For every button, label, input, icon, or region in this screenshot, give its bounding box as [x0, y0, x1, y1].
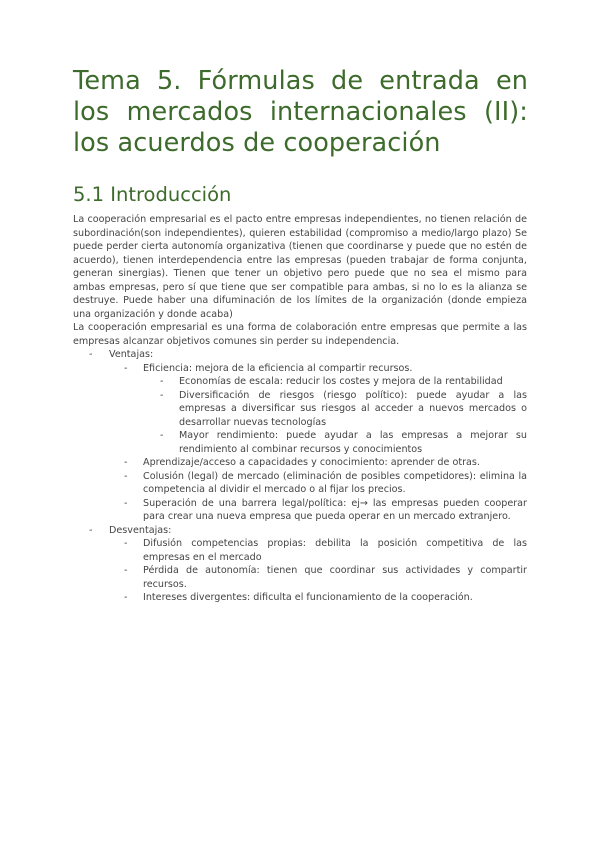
- list-item: [124, 470, 527, 497]
- list-item-text: Difusión competencias propias: debilita la posición competitiva de las empresas en el mercado: [143, 538, 527, 563]
- list-item: [124, 591, 527, 605]
- body-text: [73, 213, 527, 605]
- list-item: [160, 389, 527, 430]
- bullet-dash: -: [124, 470, 128, 482]
- bullet-dash: -: [124, 538, 128, 549]
- list-item-text: Eficiencia: mejora de la eficiencia al compartir recursos.: [143, 362, 413, 374]
- eficiencia-list: [160, 375, 527, 456]
- section-heading: 5.1 Introducción: [73, 183, 232, 206]
- list-item-text: Aprendizaje/acceso a capacidades y conocimiento: aprender de otras.: [143, 457, 480, 468]
- bullet-dash: -: [160, 376, 164, 387]
- desventajas-list: [124, 537, 527, 605]
- list-item-text: Economías de escala: reducir los costes y mejora de la rentabilidad: [179, 376, 503, 387]
- list-item-text: Colusión (legal) de mercado (eliminación de posibles competidores): elimina la competencia al dividir el mercado o al fijar los precios.: [143, 470, 527, 495]
- list-item: [124, 497, 527, 524]
- list-item: [124, 456, 527, 470]
- list-item-text: Intereses divergentes: dificulta el funcionamiento de la cooperación.: [143, 592, 473, 603]
- list-item-label: Desventajas:: [109, 524, 172, 536]
- bullet-dash: -: [124, 497, 128, 509]
- paragraph: La cooperación empresarial es el pacto entre empresas independientes, no tienen relación de subordinación(son independientes), quieren estabilidad (compromiso a medio/largo plazo) Se puede perder cierta autonomía organizativa (tienen que coordinarse y puede que no estén de acuerdo), tienen interdependencia entre las empresas (pueden trabajar de forma conjunta, generan sinergias). Tienen que tener un objetivo pero puede que no sea el mismo para ambas empresas, pero sí que tiene que ser compatible para ambas, si no lo es la alianza se destruye. Puede haber una difuminación de los límites de la organización (donde empieza una organización y donde acaba): [73, 214, 527, 320]
- list-item: [124, 537, 527, 564]
- bullet-dash: -: [124, 457, 128, 468]
- paragraph: La cooperación empresarial es una forma de colaboración entre empresas que permite a las empresas alcanzar objetivos comunes sin perder su independencia.: [73, 322, 527, 347]
- list-item-text: Pérdida de autonomía: tienen que coordinar sus actividades y compartir recursos.: [143, 565, 527, 590]
- bullet-dash: -: [124, 565, 128, 576]
- list-item: [160, 375, 527, 389]
- bullet-dash: -: [124, 592, 128, 603]
- bullet-dash: -: [89, 349, 93, 360]
- list-item-label: Ventajas:: [109, 349, 154, 360]
- bullet-dash: -: [160, 389, 164, 401]
- page-title: Tema 5. Fórmulas de entrada en los mercados internacionales (II): los acuerdos de cooperación: [73, 66, 528, 158]
- bullet-dash: -: [124, 362, 128, 374]
- main-list: [89, 348, 527, 605]
- list-item-ventajas: [89, 348, 527, 524]
- list-item: [160, 429, 527, 456]
- list-item-text: Diversificación de riesgos (riesgo político): puede ayudar a las empresas a diversificar sus riesgos al acceder a nuevos mercados o desarrollar nuevas tecnologías: [179, 389, 527, 428]
- ventajas-list: [124, 362, 527, 524]
- bullet-dash: -: [89, 524, 93, 536]
- list-item: [124, 564, 527, 591]
- list-item: [124, 362, 527, 457]
- bullet-dash: -: [160, 430, 164, 441]
- list-item-desventajas: [89, 524, 527, 605]
- list-item-text: Mayor rendimiento: puede ayudar a las empresas a mejorar su rendimiento al combinar recursos y conocimientos: [179, 430, 527, 455]
- list-item-text: Superación de una barrera legal/política: ej→ las empresas pueden cooperar para crear una nueva empresa que pueda operar en un mercado extranjero.: [143, 497, 527, 522]
